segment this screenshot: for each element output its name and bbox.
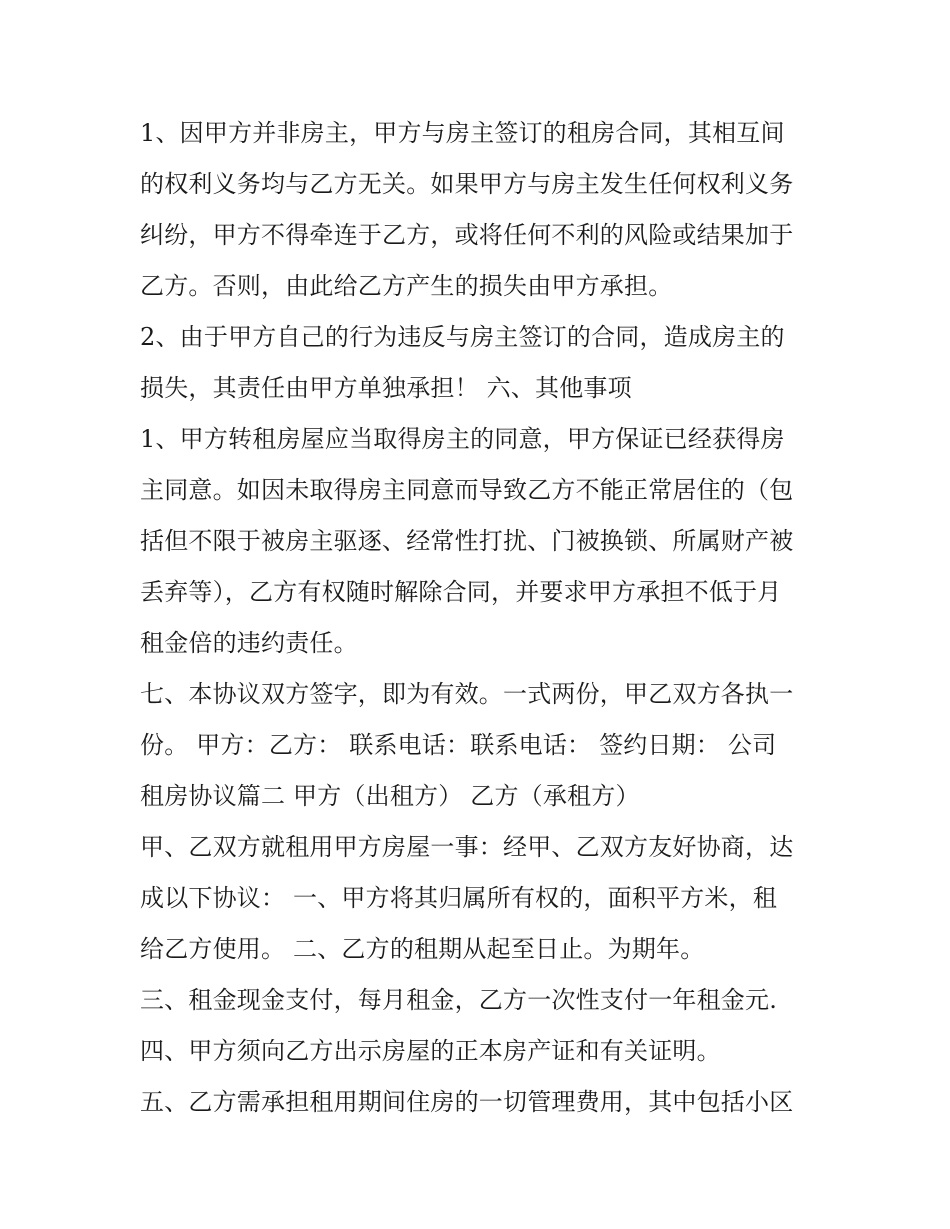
document-body bbox=[140, 108, 820, 1128]
text-line: 甲、乙双方就租用甲方房屋一事：经甲、乙双方友好协商，达 bbox=[140, 833, 794, 861]
text-line: 租金倍的违约责任。 bbox=[140, 629, 358, 657]
text-line: 主同意。如因未取得房主同意而导致乙方不能正常居住的（包 bbox=[140, 476, 794, 504]
text-line: 五、乙方需承担租用期间住房的一切管理费用，其中包括小区 bbox=[140, 1088, 794, 1116]
text-line: 2、由于甲方自己的行为违反与房主签订的合同，造成房主的 bbox=[140, 323, 785, 351]
text-line: 1、甲方转租房屋应当取得房主的同意，甲方保证已经获得房 bbox=[140, 425, 785, 453]
text-line: 成以下协议： 一、甲方将其归属所有权的，面积平方米，租 bbox=[140, 884, 778, 912]
text-line: 的权利义务均与乙方无关。如果甲方与房主发生任何权利义务 bbox=[140, 170, 794, 198]
text-line: 括但不限于被房主驱逐、经常性打扰、门被换锁、所属财产被 bbox=[140, 527, 794, 555]
text-line: 七、本协议双方签字，即为有效。一式两份，甲乙双方各执一 bbox=[140, 680, 794, 708]
text-line: 损失，其责任由甲方单独承担！ 六、其他事项 bbox=[140, 374, 632, 402]
text-line: 给乙方使用。 二、乙方的租期从起至日止。为期年。 bbox=[140, 935, 705, 963]
text-line: 乙方。否则，由此给乙方产生的损失由甲方承担。 bbox=[140, 272, 673, 300]
text-line: 丢弃等），乙方有权随时解除合同，并要求甲方承担不低于月 bbox=[140, 578, 782, 606]
text-line: 租房协议篇二 甲方（出租方） 乙方（承租方） bbox=[140, 782, 640, 810]
text-line: 四、甲方须向乙方出示房屋的正本房产证和有关证明。 bbox=[140, 1037, 721, 1065]
text-line: 纠纷，甲方不得牵连于乙方，或将任何不利的风险或结果加于 bbox=[140, 221, 794, 249]
text-line: 份。 甲方：乙方： 联系电话：联系电话： 签约日期： 公司 bbox=[140, 731, 777, 759]
text-line: 1、因甲方并非房主，甲方与房主签订的租房合同，其相互间 bbox=[140, 119, 785, 147]
text-line: 三、租金现金支付，每月租金，乙方一次性支付一年租金元. bbox=[140, 986, 778, 1014]
